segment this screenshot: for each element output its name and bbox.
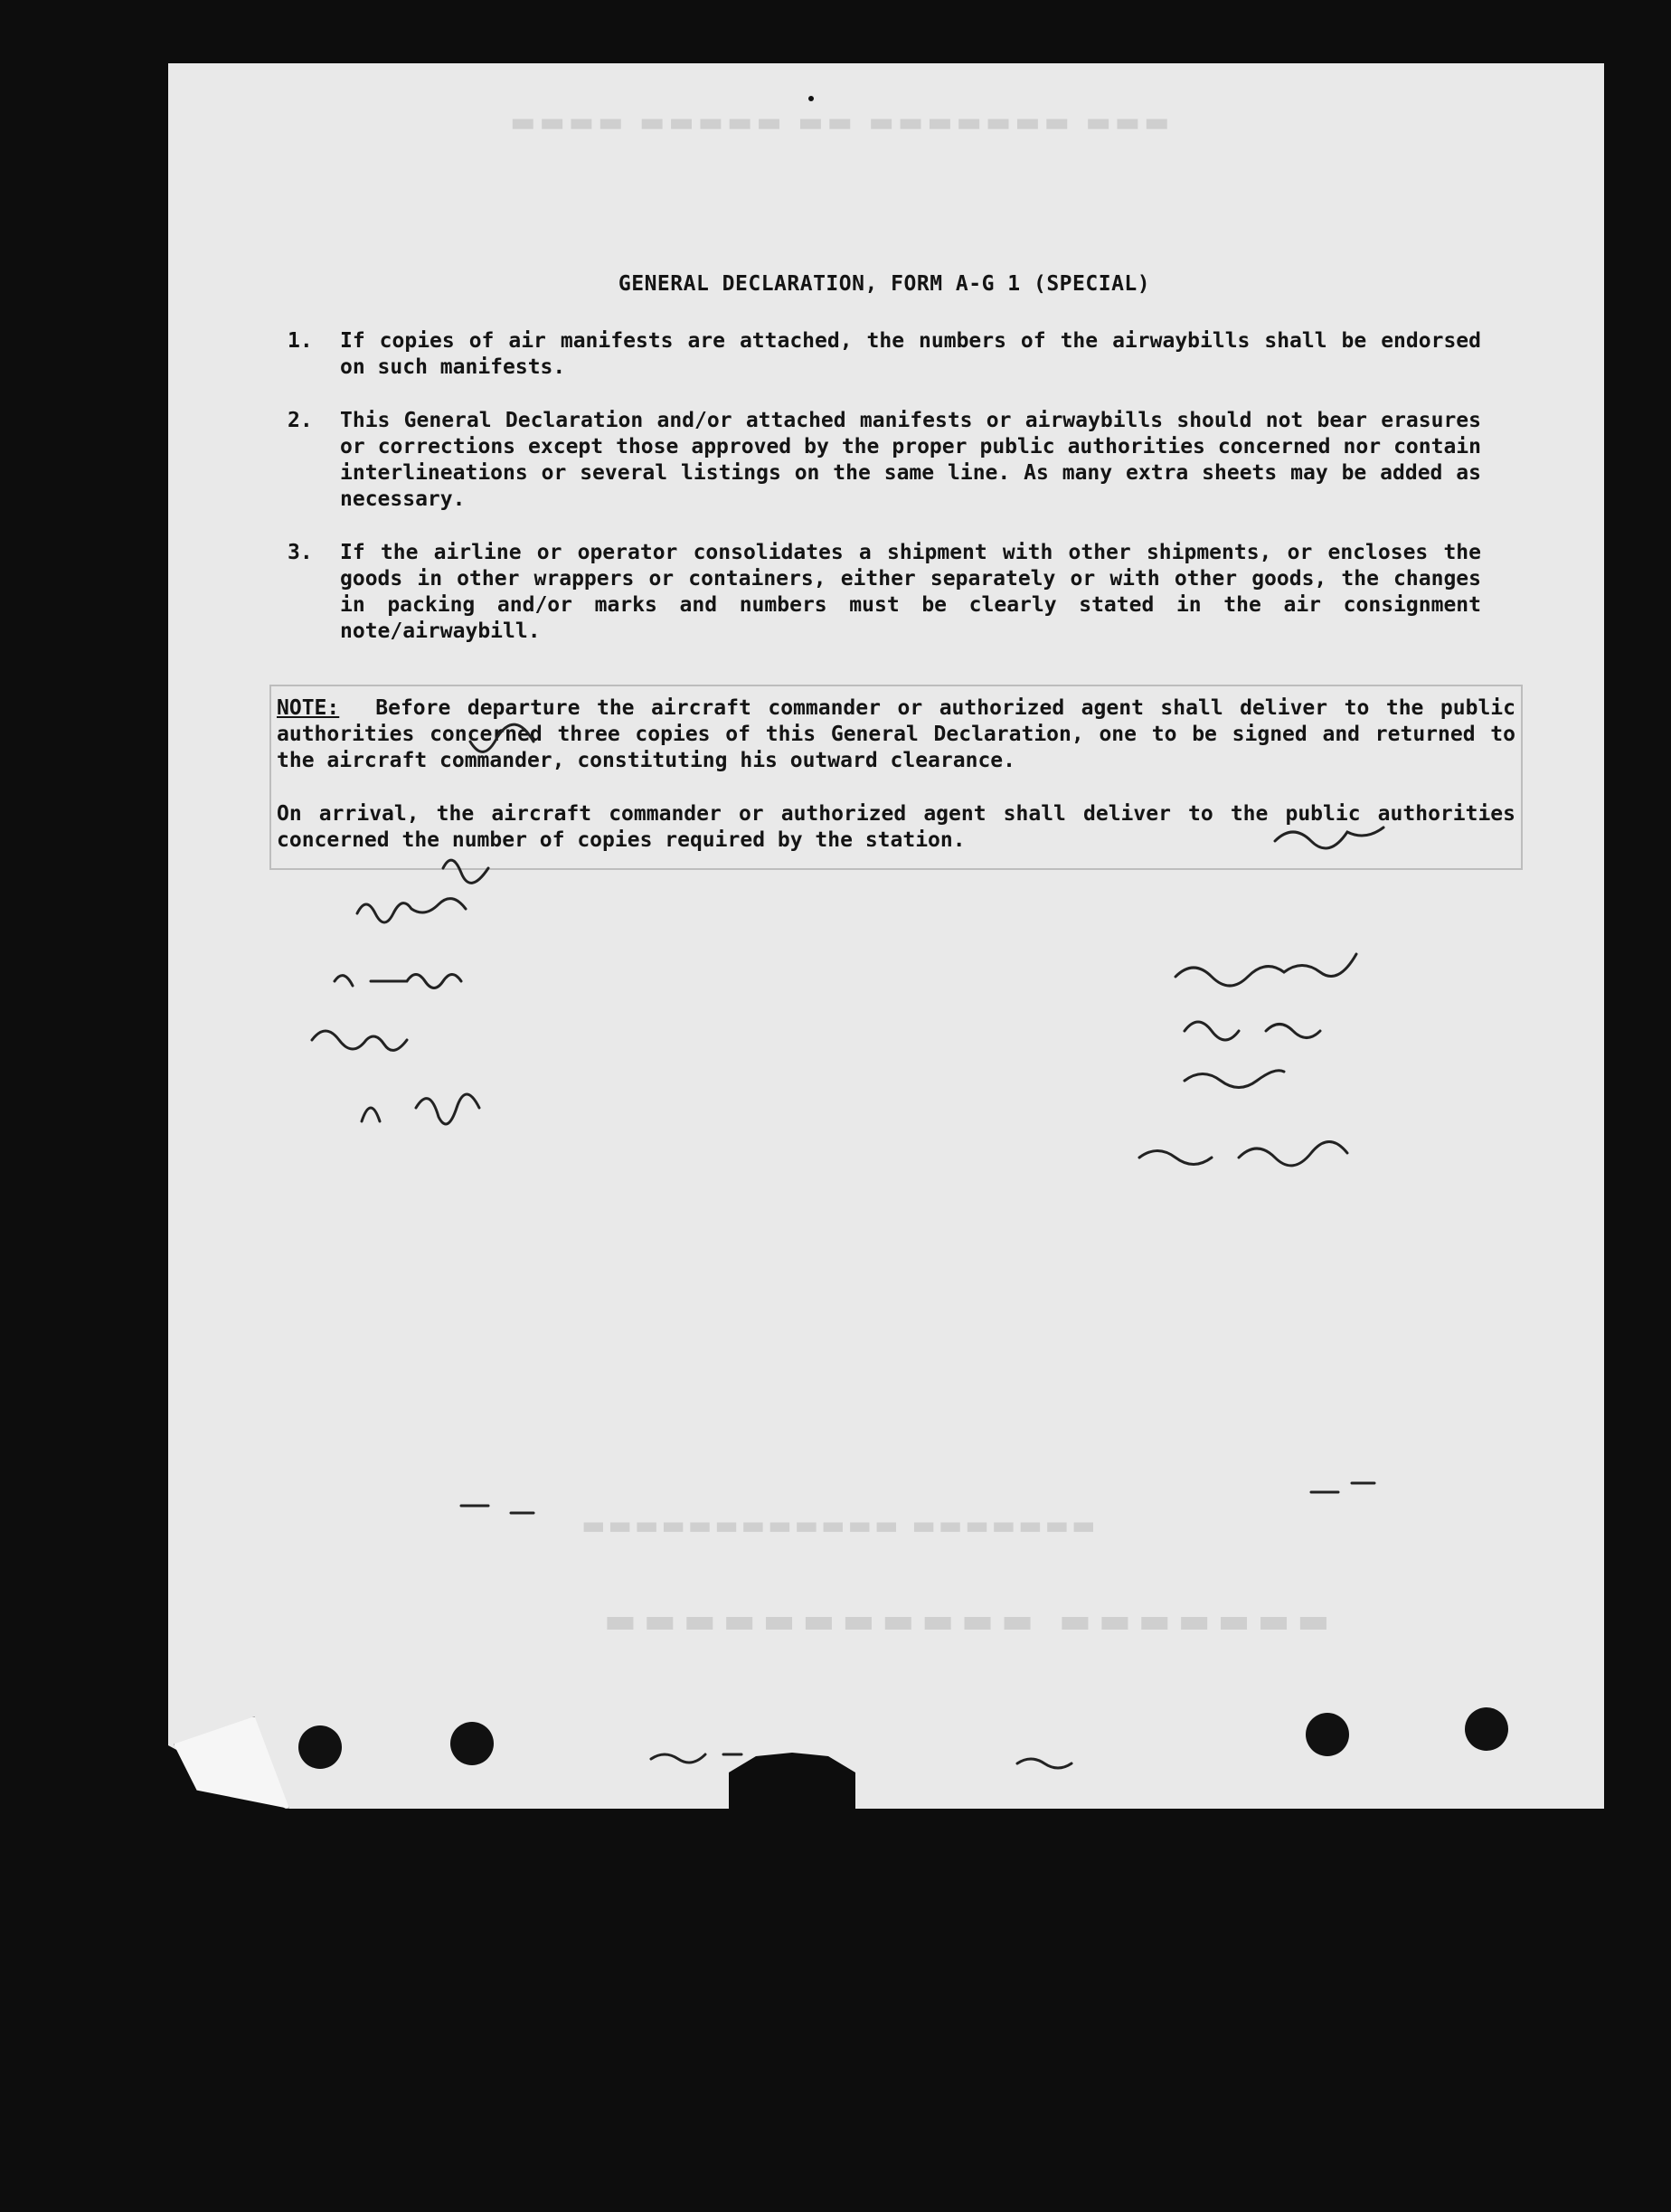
bleed-through-text: ▬▬▬ ▬▬▬▬▬▬▬ ▬▬ ▬▬▬▬▬ ▬▬▬▬: [506, 107, 1170, 138]
note-text: Before departure the aircraft commander or authorized agent shall deliver to the public authorities concerned three copies of this General Declaration, one to be signed and returned to the aircraft commander, constituting his outward clearance.: [277, 696, 1515, 772]
handwriting-mark: [1017, 1759, 1072, 1768]
handwriting-mark: [1185, 1071, 1284, 1088]
item-number: 3.: [288, 541, 313, 564]
item-text: If copies of air manifests are attached, the numbers of the airwaybills shall be endorsed on such manifests.: [340, 329, 1481, 379]
item-number: 1.: [288, 329, 313, 353]
item-text: This General Declaration and/or attached manifests or airwaybills should not bear erasures or corrections except those approved by the proper public authorities concerned nor contain interlineations or several listings on the same line. As many extra sheets may be added as necessary.: [340, 409, 1481, 511]
handwriting-mark: [1139, 1142, 1347, 1166]
item-number: 2.: [288, 409, 313, 432]
handwriting-mark: [1185, 1022, 1320, 1040]
handwriting-mark: [357, 899, 466, 922]
handwriting-mark: [1175, 954, 1356, 986]
handwriting-mark: [362, 1094, 479, 1124]
punch-hole: [1465, 1707, 1508, 1751]
punch-hole: [298, 1725, 342, 1769]
item-text: If the airline or operator consolidates a shipment with other shipments, or encloses the goods in other wrappers or containers, either separately or with other goods, the changes in packing and/or marks and numbers must be clearly stated in the air consignment note/airwaybill.: [340, 541, 1481, 643]
handwriting-mark: [1275, 827, 1383, 848]
punch-hole: [1306, 1713, 1349, 1756]
handwriting-mark: [651, 1754, 741, 1763]
handwriting-mark: [335, 975, 461, 988]
form-title: GENERAL DECLARATION, FORM A-G 1 (SPECIAL): [618, 272, 1151, 296]
note-label: NOTE:: [277, 696, 340, 720]
ink-dot: [808, 96, 814, 101]
handwriting-mark: [461, 1506, 533, 1513]
handwriting-mark: [443, 860, 488, 883]
bleed-through-text: ▬▬▬▬▬▬▬ ▬▬▬▬▬▬▬▬▬▬▬: [597, 1601, 1330, 1640]
bleed-through-text: ▬▬▬▬▬▬▬ ▬▬▬▬▬▬▬▬▬▬▬▬: [579, 1510, 1096, 1540]
handwriting-mark: [470, 724, 533, 752]
punch-hole: [450, 1722, 494, 1765]
handwriting-mark: [312, 1031, 407, 1050]
handwriting-mark: [1311, 1483, 1374, 1492]
note-paragraph: On arrival, the aircraft commander or authorized agent shall deliver to the public authorities concerned the number of copies required by the station.: [277, 802, 1515, 852]
